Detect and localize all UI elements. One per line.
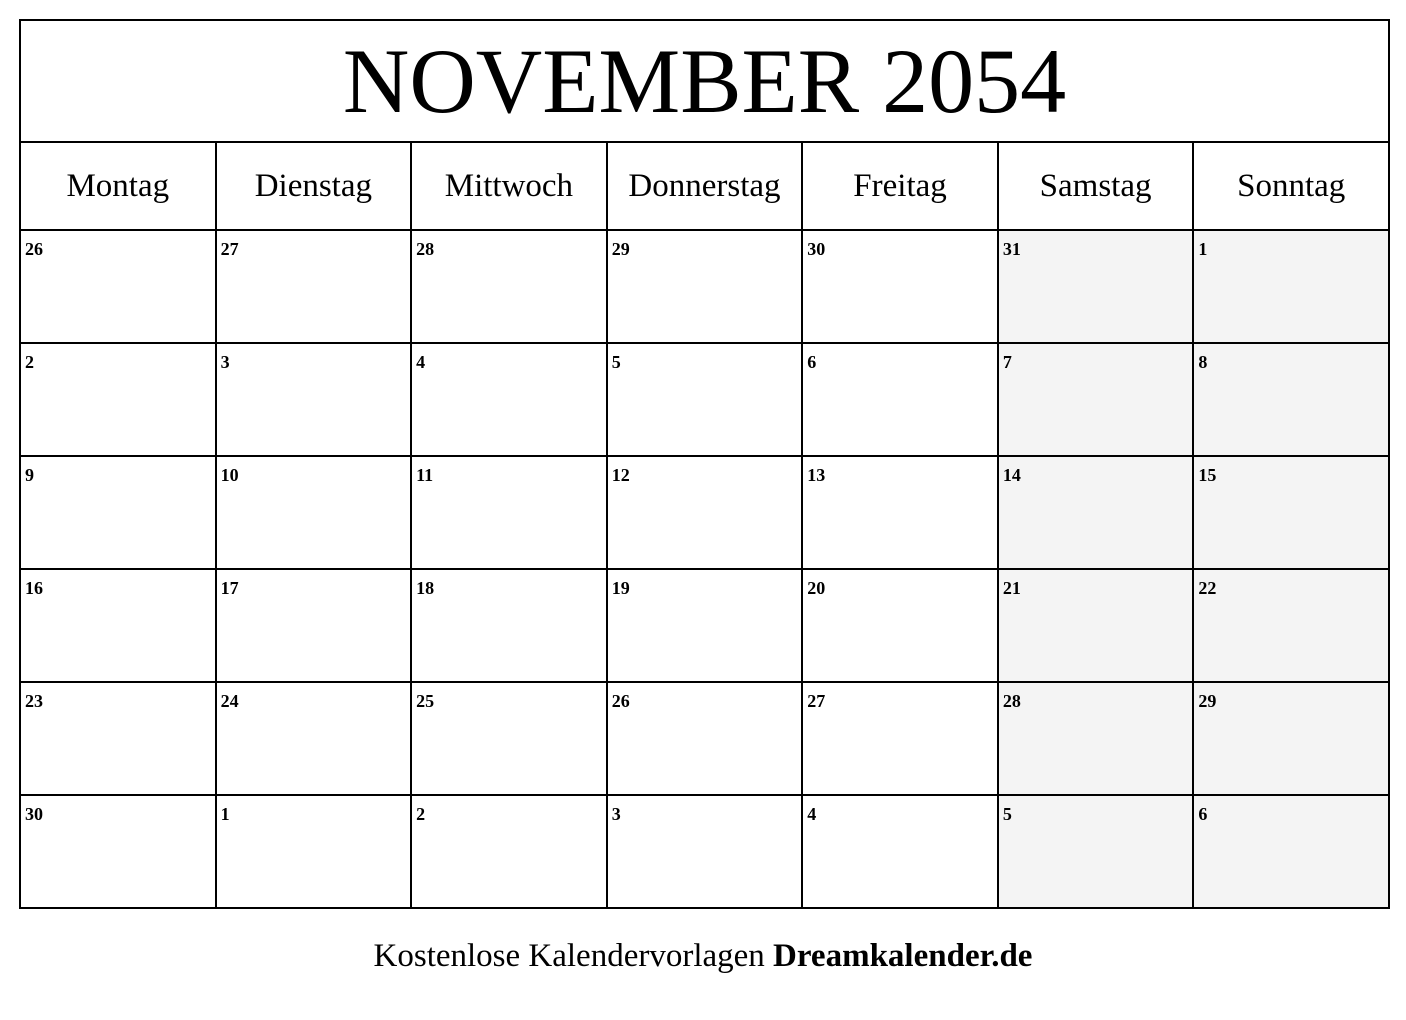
day-number: 15 bbox=[1198, 465, 1217, 485]
day-cell bbox=[1193, 343, 1389, 456]
day-cell bbox=[216, 343, 412, 456]
footer-brand: Dreamkalender.de bbox=[773, 938, 1033, 974]
day-number: 6 bbox=[807, 352, 817, 372]
week-row bbox=[20, 230, 1389, 343]
weekday-saturday: Samstag bbox=[998, 142, 1194, 230]
day-cell bbox=[1193, 456, 1389, 569]
week-row bbox=[20, 569, 1389, 682]
day-number: 19 bbox=[611, 578, 630, 598]
day-number: 5 bbox=[1002, 804, 1012, 824]
day-cell bbox=[216, 230, 412, 343]
weekday-sunday: Sonntag bbox=[1193, 142, 1389, 230]
day-cell bbox=[20, 343, 216, 456]
day-number: 30 bbox=[807, 239, 826, 259]
day-number: 1 bbox=[220, 804, 230, 824]
day-number: 30 bbox=[25, 804, 43, 824]
day-cell bbox=[998, 343, 1194, 456]
day-number: 27 bbox=[220, 239, 239, 259]
day-cell bbox=[802, 343, 998, 456]
day-cell bbox=[20, 682, 216, 795]
day-number: 10 bbox=[220, 465, 239, 485]
day-cell bbox=[607, 456, 803, 569]
day-number: 5 bbox=[611, 352, 621, 372]
day-number: 25 bbox=[416, 691, 435, 711]
day-number: 17 bbox=[220, 578, 239, 598]
week-row bbox=[20, 343, 1389, 456]
day-number: 28 bbox=[416, 239, 435, 259]
day-cell bbox=[607, 569, 803, 682]
week-row bbox=[20, 795, 1389, 908]
day-cell bbox=[20, 795, 216, 908]
calendar-grid bbox=[19, 19, 1390, 909]
day-number: 11 bbox=[416, 465, 434, 485]
day-cell bbox=[802, 230, 998, 343]
day-cell bbox=[802, 795, 998, 908]
day-cell bbox=[411, 795, 607, 908]
day-number: 3 bbox=[611, 804, 621, 824]
day-number: 6 bbox=[1198, 804, 1208, 824]
month-title: NOVEMBER 2054 bbox=[20, 20, 1389, 142]
day-number: 4 bbox=[807, 804, 817, 824]
title-row bbox=[20, 20, 1389, 142]
day-cell bbox=[411, 682, 607, 795]
day-cell bbox=[216, 569, 412, 682]
weekday-header-row bbox=[20, 142, 1389, 230]
day-number: 2 bbox=[416, 804, 426, 824]
day-cell bbox=[1193, 230, 1389, 343]
day-number: 21 bbox=[1002, 578, 1021, 598]
week-row bbox=[20, 682, 1389, 795]
day-cell bbox=[607, 230, 803, 343]
day-cell bbox=[20, 569, 216, 682]
weekday-tuesday: Dienstag bbox=[216, 142, 412, 230]
day-cell bbox=[411, 569, 607, 682]
day-number: 7 bbox=[1002, 352, 1012, 372]
day-cell bbox=[607, 682, 803, 795]
day-number: 26 bbox=[25, 239, 43, 259]
weekday-wednesday: Mittwoch bbox=[411, 142, 607, 230]
day-number: 29 bbox=[611, 239, 630, 259]
footer bbox=[0, 938, 1406, 975]
day-cell bbox=[998, 569, 1194, 682]
weeks-body bbox=[20, 230, 1389, 908]
day-number: 14 bbox=[1002, 465, 1021, 485]
day-number: 23 bbox=[25, 691, 43, 711]
footer-text: Kostenlose Kalendervorlagen bbox=[373, 938, 765, 974]
day-number: 22 bbox=[1198, 578, 1217, 598]
day-cell bbox=[998, 682, 1194, 795]
day-cell bbox=[998, 456, 1194, 569]
day-number: 8 bbox=[1198, 352, 1208, 372]
day-number: 13 bbox=[807, 465, 826, 485]
day-cell bbox=[411, 456, 607, 569]
day-cell bbox=[20, 456, 216, 569]
day-number: 27 bbox=[807, 691, 826, 711]
day-number: 9 bbox=[25, 465, 34, 485]
day-number: 12 bbox=[611, 465, 630, 485]
day-cell bbox=[802, 456, 998, 569]
weekday-monday: Montag bbox=[20, 142, 216, 230]
day-number: 26 bbox=[611, 691, 630, 711]
day-cell bbox=[998, 230, 1194, 343]
day-cell bbox=[411, 230, 607, 343]
day-cell bbox=[20, 230, 216, 343]
day-cell bbox=[216, 456, 412, 569]
day-number: 4 bbox=[416, 352, 426, 372]
day-cell bbox=[216, 682, 412, 795]
day-number: 1 bbox=[1198, 239, 1208, 259]
day-cell bbox=[216, 795, 412, 908]
weekday-friday: Freitag bbox=[802, 142, 998, 230]
day-cell bbox=[802, 682, 998, 795]
day-number: 24 bbox=[220, 691, 239, 711]
day-number: 28 bbox=[1002, 691, 1021, 711]
day-cell bbox=[1193, 795, 1389, 908]
week-row bbox=[20, 456, 1389, 569]
day-number: 2 bbox=[25, 352, 34, 372]
day-number: 16 bbox=[25, 578, 43, 598]
day-number: 29 bbox=[1198, 691, 1217, 711]
weekday-thursday: Donnerstag bbox=[607, 142, 803, 230]
day-cell bbox=[607, 343, 803, 456]
day-cell bbox=[998, 795, 1194, 908]
day-cell bbox=[1193, 682, 1389, 795]
day-cell bbox=[802, 569, 998, 682]
day-number: 3 bbox=[220, 352, 230, 372]
day-number: 31 bbox=[1002, 239, 1021, 259]
day-number: 20 bbox=[807, 578, 826, 598]
day-cell bbox=[411, 343, 607, 456]
day-cell bbox=[607, 795, 803, 908]
day-cell bbox=[1193, 569, 1389, 682]
day-number: 18 bbox=[416, 578, 435, 598]
